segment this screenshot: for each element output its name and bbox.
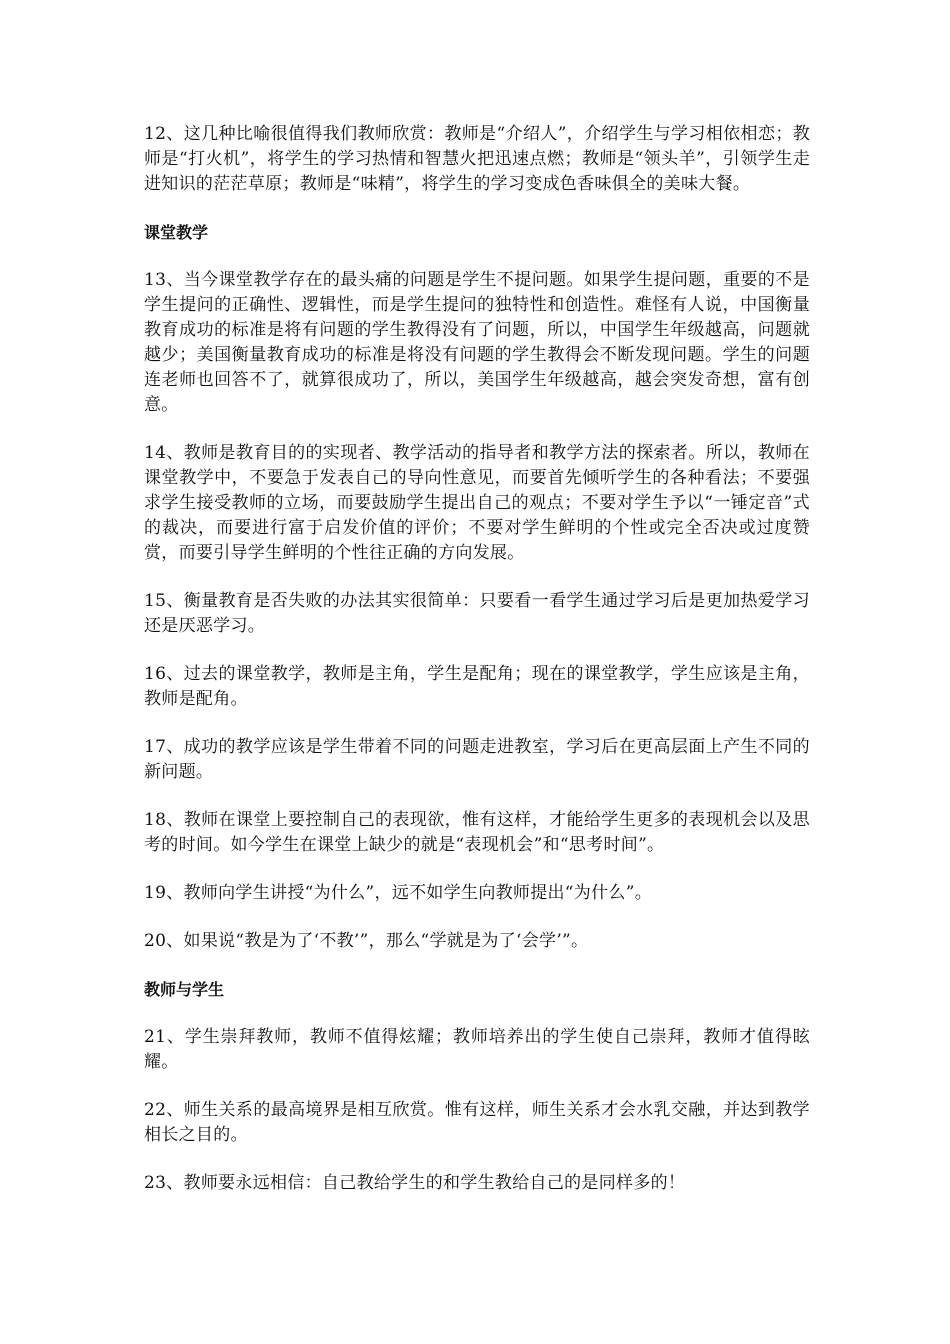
paragraph-12: 12、这几种比喻很值得我们教师欣赏：教师是“介绍人”，介绍学生与学习相依相恋；教师是“打火机”，将学生的学习热情和智慧火把迅速点燃；教师是“领头羊”，引领学生走进知识的茫茫草原；教师是“味精”，将学生的学习变成色香味俱全的美味大餐。	[144, 124, 810, 194]
paragraph-23: 23、教师要永远相信：自己教给学生的和学生教给自己的是同样多的！	[144, 1173, 686, 1193]
paragraph-14: 14、教师是教育目的的实现者、教学活动的指导者和教学方法的探索者。所以，教师在课堂教学中，不要急于发表自己的导向性意见，而要首先倾听学生的各种看法；不要强求学生接受教师的立场，而要鼓励学生提出自己的观点；不要对学生予以“一锤定音”式的裁决，而要进行富于启发价值的评价；不要对学生鲜明的个性或完全否决或过度赞赏，而要引导学生鲜明的个性往正确的方向发展。	[144, 443, 810, 563]
paragraph-21: 21、学生崇拜教师，教师不值得炫耀；教师培养出的学生使自己崇拜，教师才值得眩耀。	[144, 1027, 810, 1072]
paragraph-13: 13、当今课堂教学存在的最头痛的问题是学生不提问题。如果学生提问题，重要的不是学生提问的正确性、逻辑性，而是学生提问的独特性和创造性。难怪有人说，中国衡量教育成功的标准是将有问题的学生教得没有了问题，所以，中国学生年级越高，问题就越少；美国衡量教育成功的标准是将没有问题的学生教得会不断发现问题。学生的问题连老师也回答不了，就算很成功了，所以，美国学生年级越高，越会突发奇想，富有创意。	[144, 270, 810, 415]
paragraph-20: 20、如果说“教是为了‘不教’”，那么“学就是为了‘会学’”。	[144, 931, 589, 951]
section-heading-teacher-and-student: 教师与学生	[144, 980, 225, 999]
paragraph-17: 17、成功的教学应该是学生带着不同的问题走进教室，学习后在更高层面上产生不同的新问题。	[144, 737, 810, 782]
section-heading-classroom-teaching: 课堂教学	[144, 223, 209, 242]
paragraph-16: 16、过去的课堂教学，教师是主角，学生是配角；现在的课堂教学，学生应该是主角，教师是配角。	[144, 664, 810, 709]
paragraph-19: 19、教师向学生讲授“为什么”，远不如学生向教师提出“为什么”。	[144, 883, 652, 903]
document-page	[144, 122, 810, 1219]
paragraph-18: 18、教师在课堂上要控制自己的表现欲，惟有这样，才能给学生更多的表现机会以及思考的时间。如今学生在课堂上缺少的就是“表现机会”和“思考时间”。	[144, 810, 810, 855]
paragraph-15: 15、衡量教育是否失败的办法其实很简单：只要看一看学生通过学习后是更加热爱学习还是厌恶学习。	[144, 591, 810, 636]
paragraph-22: 22、师生关系的最高境界是相互欣赏。惟有这样，师生关系才会水乳交融，并达到教学相长之目的。	[144, 1100, 810, 1145]
